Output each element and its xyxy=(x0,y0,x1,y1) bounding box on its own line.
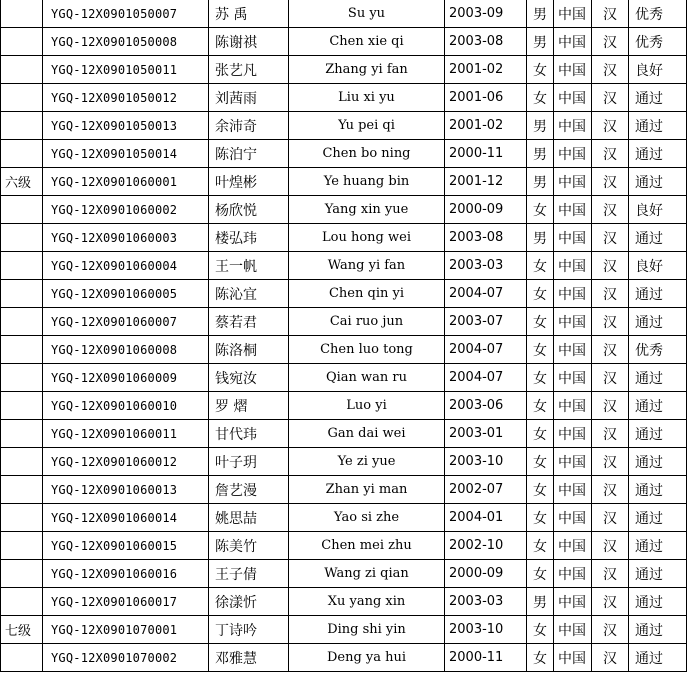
result-cell: 通过 xyxy=(629,112,687,140)
result-cell: 优秀 xyxy=(629,336,687,364)
candidate-id-cell: YGQ-12X0901070002 xyxy=(43,644,209,672)
result-cell: 良好 xyxy=(629,56,687,84)
level-cell xyxy=(1,532,43,560)
nationality-cell: 中国 xyxy=(554,588,592,616)
pinyin-name-cell: Zhang yi fan xyxy=(289,56,445,84)
level-cell xyxy=(1,252,43,280)
gender-cell: 女 xyxy=(527,280,554,308)
ethnicity-cell: 汉 xyxy=(592,336,629,364)
chinese-name-cell: 邓雅慧 xyxy=(209,644,289,672)
birth-date-cell: 2004-07 xyxy=(445,280,527,308)
birth-date-cell: 2003-10 xyxy=(445,448,527,476)
pinyin-name-cell: Ye zi yue xyxy=(289,448,445,476)
ethnicity-cell: 汉 xyxy=(592,476,629,504)
table-body xyxy=(1,0,687,672)
candidate-id-cell: YGQ-12X0901050014 xyxy=(43,140,209,168)
birth-date-cell: 2003-03 xyxy=(445,588,527,616)
level-cell xyxy=(1,588,43,616)
result-cell: 通过 xyxy=(629,504,687,532)
chinese-name-cell: 叶子玥 xyxy=(209,448,289,476)
nationality-cell: 中国 xyxy=(554,392,592,420)
birth-date-cell: 2003-09 xyxy=(445,0,527,28)
result-cell: 通过 xyxy=(629,364,687,392)
birth-date-cell: 2000-09 xyxy=(445,196,527,224)
level-cell xyxy=(1,364,43,392)
pinyin-name-cell: Yang xin yue xyxy=(289,196,445,224)
gender-cell: 女 xyxy=(527,476,554,504)
chinese-name-cell: 甘代玮 xyxy=(209,420,289,448)
nationality-cell: 中国 xyxy=(554,532,592,560)
chinese-name-cell: 蔡若君 xyxy=(209,308,289,336)
ethnicity-cell: 汉 xyxy=(592,308,629,336)
candidate-id-cell: YGQ-12X0901070001 xyxy=(43,616,209,644)
level-cell: 六级 xyxy=(1,168,43,196)
nationality-cell: 中国 xyxy=(554,476,592,504)
level-cell xyxy=(1,392,43,420)
ethnicity-cell: 汉 xyxy=(592,616,629,644)
table-row xyxy=(1,112,687,140)
ethnicity-cell: 汉 xyxy=(592,252,629,280)
table-row xyxy=(1,196,687,224)
candidate-id-cell: YGQ-12X0901060013 xyxy=(43,476,209,504)
candidate-id-cell: YGQ-12X0901050012 xyxy=(43,84,209,112)
table-row xyxy=(1,392,687,420)
birth-date-cell: 2000-09 xyxy=(445,560,527,588)
gender-cell: 男 xyxy=(527,140,554,168)
chinese-name-cell: 余沛奇 xyxy=(209,112,289,140)
gender-cell: 女 xyxy=(527,448,554,476)
table-row xyxy=(1,0,687,28)
table-row xyxy=(1,84,687,112)
level-cell xyxy=(1,140,43,168)
table-row xyxy=(1,532,687,560)
nationality-cell: 中国 xyxy=(554,308,592,336)
pinyin-name-cell: Luo yi xyxy=(289,392,445,420)
result-cell: 通过 xyxy=(629,168,687,196)
nationality-cell: 中国 xyxy=(554,448,592,476)
candidate-id-cell: YGQ-12X0901060009 xyxy=(43,364,209,392)
table-row xyxy=(1,308,687,336)
birth-date-cell: 2004-07 xyxy=(445,336,527,364)
ethnicity-cell: 汉 xyxy=(592,420,629,448)
candidate-id-cell: YGQ-12X0901050007 xyxy=(43,0,209,28)
table-row xyxy=(1,168,687,196)
gender-cell: 男 xyxy=(527,588,554,616)
candidate-id-cell: YGQ-12X0901060014 xyxy=(43,504,209,532)
chinese-name-cell: 陈洛桐 xyxy=(209,336,289,364)
result-cell: 通过 xyxy=(629,392,687,420)
birth-date-cell: 2003-08 xyxy=(445,224,527,252)
table-row xyxy=(1,504,687,532)
result-cell: 通过 xyxy=(629,140,687,168)
candidate-id-cell: YGQ-12X0901060008 xyxy=(43,336,209,364)
level-cell xyxy=(1,28,43,56)
pinyin-name-cell: Chen mei zhu xyxy=(289,532,445,560)
gender-cell: 男 xyxy=(527,28,554,56)
birth-date-cell: 2001-06 xyxy=(445,84,527,112)
result-cell: 通过 xyxy=(629,448,687,476)
ethnicity-cell: 汉 xyxy=(592,84,629,112)
pinyin-name-cell: Liu xi yu xyxy=(289,84,445,112)
level-cell xyxy=(1,644,43,672)
pinyin-name-cell: Chen luo tong xyxy=(289,336,445,364)
level-cell xyxy=(1,504,43,532)
result-cell: 通过 xyxy=(629,308,687,336)
pinyin-name-cell: Yu pei qi xyxy=(289,112,445,140)
gender-cell: 女 xyxy=(527,420,554,448)
table-row xyxy=(1,336,687,364)
nationality-cell: 中国 xyxy=(554,224,592,252)
ethnicity-cell: 汉 xyxy=(592,140,629,168)
birth-date-cell: 2002-10 xyxy=(445,532,527,560)
birth-date-cell: 2003-06 xyxy=(445,392,527,420)
candidate-id-cell: YGQ-12X0901060010 xyxy=(43,392,209,420)
ethnicity-cell: 汉 xyxy=(592,560,629,588)
chinese-name-cell: 陈美竹 xyxy=(209,532,289,560)
level-cell xyxy=(1,280,43,308)
table-row xyxy=(1,252,687,280)
pinyin-name-cell: Gan dai wei xyxy=(289,420,445,448)
table-row xyxy=(1,420,687,448)
nationality-cell: 中国 xyxy=(554,84,592,112)
table-row xyxy=(1,560,687,588)
candidate-id-cell: YGQ-12X0901060011 xyxy=(43,420,209,448)
table-row xyxy=(1,616,687,644)
ethnicity-cell: 汉 xyxy=(592,644,629,672)
ethnicity-cell: 汉 xyxy=(592,364,629,392)
birth-date-cell: 2003-10 xyxy=(445,616,527,644)
ethnicity-cell: 汉 xyxy=(592,532,629,560)
table-row xyxy=(1,644,687,672)
chinese-name-cell: 陈谢祺 xyxy=(209,28,289,56)
gender-cell: 女 xyxy=(527,56,554,84)
chinese-name-cell: 钱宛汝 xyxy=(209,364,289,392)
chinese-name-cell: 楼弘玮 xyxy=(209,224,289,252)
level-cell: 七级 xyxy=(1,616,43,644)
pinyin-name-cell: Su yu xyxy=(289,0,445,28)
table-row xyxy=(1,56,687,84)
gender-cell: 女 xyxy=(527,336,554,364)
ethnicity-cell: 汉 xyxy=(592,224,629,252)
birth-date-cell: 2003-03 xyxy=(445,252,527,280)
nationality-cell: 中国 xyxy=(554,56,592,84)
gender-cell: 女 xyxy=(527,532,554,560)
level-cell xyxy=(1,224,43,252)
nationality-cell: 中国 xyxy=(554,112,592,140)
candidate-id-cell: YGQ-12X0901060004 xyxy=(43,252,209,280)
ethnicity-cell: 汉 xyxy=(592,0,629,28)
gender-cell: 男 xyxy=(527,0,554,28)
pinyin-name-cell: Yao si zhe xyxy=(289,504,445,532)
candidate-id-cell: YGQ-12X0901060017 xyxy=(43,588,209,616)
ethnicity-cell: 汉 xyxy=(592,56,629,84)
level-cell xyxy=(1,0,43,28)
chinese-name-cell: 张艺凡 xyxy=(209,56,289,84)
chinese-name-cell: 叶煌彬 xyxy=(209,168,289,196)
level-cell xyxy=(1,308,43,336)
ethnicity-cell: 汉 xyxy=(592,392,629,420)
chinese-name-cell: 陈沁宜 xyxy=(209,280,289,308)
birth-date-cell: 2003-07 xyxy=(445,308,527,336)
candidate-id-cell: YGQ-12X0901060005 xyxy=(43,280,209,308)
nationality-cell: 中国 xyxy=(554,336,592,364)
candidate-id-cell: YGQ-12X0901060012 xyxy=(43,448,209,476)
pinyin-name-cell: Qian wan ru xyxy=(289,364,445,392)
birth-date-cell: 2004-07 xyxy=(445,364,527,392)
chinese-name-cell: 姚思喆 xyxy=(209,504,289,532)
birth-date-cell: 2004-01 xyxy=(445,504,527,532)
gender-cell: 男 xyxy=(527,224,554,252)
level-cell xyxy=(1,196,43,224)
candidate-id-cell: YGQ-12X0901060003 xyxy=(43,224,209,252)
nationality-cell: 中国 xyxy=(554,364,592,392)
ethnicity-cell: 汉 xyxy=(592,28,629,56)
result-cell: 良好 xyxy=(629,252,687,280)
chinese-name-cell: 罗 熠 xyxy=(209,392,289,420)
result-cell: 优秀 xyxy=(629,0,687,28)
birth-date-cell: 2003-08 xyxy=(445,28,527,56)
birth-date-cell: 2001-02 xyxy=(445,56,527,84)
pinyin-name-cell: Deng ya hui xyxy=(289,644,445,672)
level-cell xyxy=(1,476,43,504)
table-row xyxy=(1,224,687,252)
candidate-id-cell: YGQ-12X0901050008 xyxy=(43,28,209,56)
pinyin-name-cell: Wang zi qian xyxy=(289,560,445,588)
pinyin-name-cell: Chen qin yi xyxy=(289,280,445,308)
chinese-name-cell: 王一帆 xyxy=(209,252,289,280)
ethnicity-cell: 汉 xyxy=(592,280,629,308)
level-cell xyxy=(1,560,43,588)
candidate-id-cell: YGQ-12X0901060007 xyxy=(43,308,209,336)
level-cell xyxy=(1,448,43,476)
chinese-name-cell: 杨欣悦 xyxy=(209,196,289,224)
level-cell xyxy=(1,56,43,84)
chinese-name-cell: 詹艺漫 xyxy=(209,476,289,504)
gender-cell: 女 xyxy=(527,560,554,588)
pinyin-name-cell: Wang yi fan xyxy=(289,252,445,280)
table-row xyxy=(1,476,687,504)
chinese-name-cell: 苏 禹 xyxy=(209,0,289,28)
nationality-cell: 中国 xyxy=(554,280,592,308)
ethnicity-cell: 汉 xyxy=(592,112,629,140)
gender-cell: 男 xyxy=(527,112,554,140)
ethnicity-cell: 汉 xyxy=(592,196,629,224)
gender-cell: 女 xyxy=(527,196,554,224)
candidate-id-cell: YGQ-12X0901060001 xyxy=(43,168,209,196)
gender-cell: 女 xyxy=(527,644,554,672)
birth-date-cell: 2003-01 xyxy=(445,420,527,448)
result-cell: 优秀 xyxy=(629,28,687,56)
birth-date-cell: 2001-12 xyxy=(445,168,527,196)
nationality-cell: 中国 xyxy=(554,420,592,448)
birth-date-cell: 2000-11 xyxy=(445,644,527,672)
result-cell: 通过 xyxy=(629,224,687,252)
gender-cell: 女 xyxy=(527,364,554,392)
pinyin-name-cell: Xu yang xin xyxy=(289,588,445,616)
result-cell: 通过 xyxy=(629,644,687,672)
candidate-id-cell: YGQ-12X0901050013 xyxy=(43,112,209,140)
result-cell: 通过 xyxy=(629,420,687,448)
table-row xyxy=(1,140,687,168)
ethnicity-cell: 汉 xyxy=(592,588,629,616)
gender-cell: 女 xyxy=(527,308,554,336)
table-row xyxy=(1,588,687,616)
level-cell xyxy=(1,84,43,112)
nationality-cell: 中国 xyxy=(554,140,592,168)
nationality-cell: 中国 xyxy=(554,168,592,196)
table-row xyxy=(1,448,687,476)
nationality-cell: 中国 xyxy=(554,0,592,28)
pinyin-name-cell: Ye huang bin xyxy=(289,168,445,196)
candidate-id-cell: YGQ-12X0901050011 xyxy=(43,56,209,84)
gender-cell: 女 xyxy=(527,84,554,112)
chinese-name-cell: 刘茜雨 xyxy=(209,84,289,112)
result-cell: 通过 xyxy=(629,476,687,504)
pinyin-name-cell: Lou hong wei xyxy=(289,224,445,252)
nationality-cell: 中国 xyxy=(554,28,592,56)
gender-cell: 女 xyxy=(527,252,554,280)
chinese-name-cell: 王子倩 xyxy=(209,560,289,588)
result-cell: 通过 xyxy=(629,532,687,560)
table-row xyxy=(1,28,687,56)
nationality-cell: 中国 xyxy=(554,616,592,644)
pinyin-name-cell: Zhan yi man xyxy=(289,476,445,504)
level-cell xyxy=(1,336,43,364)
result-cell: 通过 xyxy=(629,616,687,644)
result-cell: 通过 xyxy=(629,280,687,308)
candidate-id-cell: YGQ-12X0901060002 xyxy=(43,196,209,224)
gender-cell: 男 xyxy=(527,168,554,196)
nationality-cell: 中国 xyxy=(554,504,592,532)
nationality-cell: 中国 xyxy=(554,644,592,672)
ethnicity-cell: 汉 xyxy=(592,504,629,532)
gender-cell: 女 xyxy=(527,392,554,420)
result-cell: 通过 xyxy=(629,84,687,112)
birth-date-cell: 2001-02 xyxy=(445,112,527,140)
nationality-cell: 中国 xyxy=(554,196,592,224)
table-row xyxy=(1,364,687,392)
ethnicity-cell: 汉 xyxy=(592,168,629,196)
pinyin-name-cell: Chen bo ning xyxy=(289,140,445,168)
pinyin-name-cell: Ding shi yin xyxy=(289,616,445,644)
pinyin-name-cell: Chen xie qi xyxy=(289,28,445,56)
result-cell: 通过 xyxy=(629,588,687,616)
candidate-id-cell: YGQ-12X0901060015 xyxy=(43,532,209,560)
gender-cell: 女 xyxy=(527,616,554,644)
level-cell xyxy=(1,112,43,140)
result-cell: 通过 xyxy=(629,560,687,588)
nationality-cell: 中国 xyxy=(554,560,592,588)
table-row xyxy=(1,280,687,308)
level-cell xyxy=(1,420,43,448)
gender-cell: 女 xyxy=(527,504,554,532)
birth-date-cell: 2000-11 xyxy=(445,140,527,168)
candidate-id-cell: YGQ-12X0901060016 xyxy=(43,560,209,588)
chinese-name-cell: 徐漾忻 xyxy=(209,588,289,616)
chinese-name-cell: 陈泊宁 xyxy=(209,140,289,168)
pinyin-name-cell: Cai ruo jun xyxy=(289,308,445,336)
result-cell: 良好 xyxy=(629,196,687,224)
ethnicity-cell: 汉 xyxy=(592,448,629,476)
nationality-cell: 中国 xyxy=(554,252,592,280)
birth-date-cell: 2002-07 xyxy=(445,476,527,504)
chinese-name-cell: 丁诗吟 xyxy=(209,616,289,644)
